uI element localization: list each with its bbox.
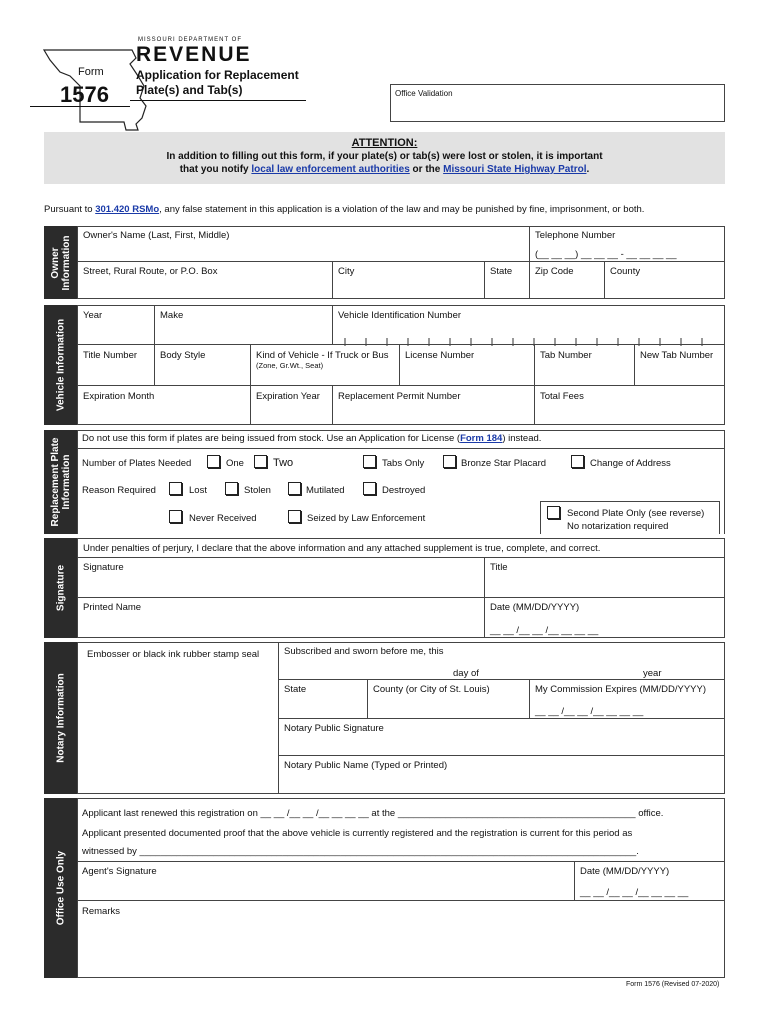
- vin-field[interactable]: [332, 305, 725, 345]
- notary-year-label: year: [643, 668, 662, 679]
- title-label: Title: [490, 562, 508, 573]
- form-title-line1: Application for Replacement: [136, 68, 299, 82]
- perjury-text: Under penalties of perjury, I declare that the above information and any attached supplement is true, complete, and correct.: [83, 543, 601, 554]
- stolen-checkbox[interactable]: [225, 482, 238, 495]
- second-plate-option: [540, 501, 720, 534]
- lost-checkbox[interactable]: [169, 482, 182, 495]
- remarks-field[interactable]: [78, 903, 724, 977]
- footer-revision: Form 1576 (Revised 07-2020): [626, 981, 720, 988]
- expiration-year-label: Expiration Year: [256, 391, 320, 402]
- notary-name-label: Notary Public Name (Typed or Printed): [284, 760, 448, 771]
- total-fees-field[interactable]: [534, 385, 725, 425]
- section-vehicle: Vehicle Information: [44, 305, 77, 425]
- state-label: State: [490, 266, 513, 277]
- new-tab-number-field[interactable]: [634, 344, 725, 386]
- section-office: Office Use Only: [44, 798, 77, 978]
- county-field[interactable]: [604, 261, 725, 299]
- destroyed-checkbox[interactable]: [363, 482, 376, 495]
- title-number-field[interactable]: [77, 344, 155, 386]
- notary-seal-area: [77, 642, 279, 794]
- kind-of-vehicle-label: Kind of Vehicle - If Truck or Bus: [256, 350, 389, 361]
- section-owner: Owner Information: [44, 226, 77, 299]
- telephone-mask: (__ __ __) __ __ __ - __ __ __ __: [535, 249, 677, 260]
- section-signature: Signature: [44, 538, 77, 638]
- year-field[interactable]: [77, 305, 155, 345]
- never-received-checkbox[interactable]: [169, 510, 182, 523]
- permit-number-label: Replacement Permit Number: [338, 391, 461, 402]
- commission-mask: __ __ /__ __ /__ __ __ __: [535, 706, 644, 717]
- notary-county-label: County (or City of St. Louis): [373, 684, 490, 695]
- change-address-label: Change of Address: [590, 458, 671, 469]
- attention-banner: [44, 132, 725, 184]
- subscribed-label: Subscribed and sworn before me, this: [284, 646, 444, 657]
- form-title-line2: Plate(s) and Tab(s): [136, 83, 243, 97]
- signature-field[interactable]: [77, 557, 485, 598]
- change-address-checkbox[interactable]: [571, 455, 584, 468]
- city-field[interactable]: [332, 261, 485, 299]
- perjury-statement: [77, 538, 725, 558]
- notary-name-field[interactable]: [278, 755, 725, 794]
- never-received-label: Never Received: [189, 513, 257, 524]
- notary-state-label: State: [284, 684, 307, 695]
- year-label: Year: [83, 310, 103, 321]
- form-number-underline: [30, 106, 130, 107]
- printed-name-label: Printed Name: [83, 602, 142, 613]
- seized-checkbox[interactable]: [288, 510, 301, 523]
- renewed-statement: Applicant last renewed this registration on __ __ /__ __ /__ __ __ __ at the _____________________________________________ office.: [82, 808, 664, 819]
- permit-number-field[interactable]: [332, 385, 535, 425]
- license-number-label: License Number: [405, 350, 475, 361]
- attention-heading: ATTENTION:: [351, 137, 418, 149]
- zip-label: Zip Code: [535, 266, 574, 277]
- day-of-label: day of: [453, 668, 479, 679]
- section-notary: Notary Information: [44, 642, 77, 794]
- signature-date-label: Date (MM/DD/YYYY): [490, 602, 580, 613]
- tabs-only-checkbox[interactable]: [363, 455, 376, 468]
- attention-mid: or the: [409, 164, 444, 175]
- pursuant-statement: [44, 204, 644, 215]
- make-field[interactable]: [154, 305, 333, 345]
- attention-line1: In addition to filling out this form, if your plate(s) or tab(s) were lost or stolen, it is important: [166, 151, 603, 162]
- two-plates-label: Two: [273, 457, 294, 469]
- one-plate-checkbox[interactable]: [207, 455, 220, 468]
- section-replacement: Replacement Plate Information: [44, 430, 77, 534]
- stolen-label: Stolen: [244, 485, 271, 496]
- printed-name-field[interactable]: [77, 597, 485, 638]
- title-field[interactable]: [484, 557, 725, 598]
- office-validation-box[interactable]: [390, 84, 725, 122]
- signature-date-mask: __ __ /__ __ /__ __ __ __: [490, 625, 599, 636]
- mutilated-label: Mutilated: [306, 485, 345, 496]
- destroyed-label: Destroyed: [382, 485, 426, 496]
- notice-pre: Do not use this form if plates are being issued from stock. Use an Application for License (: [82, 433, 461, 444]
- signature-date-field[interactable]: [484, 597, 725, 638]
- street-field[interactable]: [77, 261, 333, 299]
- commission-expires-field[interactable]: [529, 679, 725, 719]
- vin-label: Vehicle Identification Number: [338, 310, 462, 321]
- agency-logo: REVENUE: [136, 43, 252, 66]
- no-notary-label: No notarization required: [567, 521, 669, 532]
- rsmo-link[interactable]: 301.420 RSMo: [95, 204, 160, 215]
- attention-line2-pre: that you notify: [179, 164, 252, 175]
- seal-label: Embosser or black ink rubber stamp seal: [87, 649, 260, 660]
- witnessed-statement: witnessed by ______________________________________________________________________________________________.: [82, 846, 639, 857]
- city-label: City: [338, 266, 355, 277]
- title-underline: [130, 100, 306, 101]
- telephone-label: Telephone Number: [535, 230, 616, 241]
- lost-label: Lost: [189, 485, 207, 496]
- notice-divider: [77, 448, 725, 449]
- agent-signature-field[interactable]: [77, 861, 575, 901]
- attention-end: .: [586, 164, 590, 175]
- two-plates-checkbox[interactable]: [254, 455, 267, 468]
- new-tab-number-label: New Tab Number: [640, 350, 714, 361]
- expiration-month-field[interactable]: [77, 385, 251, 425]
- title-number-label: Title Number: [83, 350, 138, 361]
- pursuant-post: , any false statement in this application is a violation of the law and may be punished by fine, imprisonment, or both.: [159, 204, 645, 215]
- office-validation-label: Office Validation: [395, 89, 453, 98]
- make-label: Make: [160, 310, 184, 321]
- seized-label: Seized by Law Enforcement: [307, 513, 426, 524]
- owner-name-label: Owner's Name (Last, First, Middle): [83, 230, 230, 241]
- signature-label: Signature: [83, 562, 124, 573]
- form-number: 1576: [60, 82, 109, 107]
- office-date-mask: __ __ /__ __ /__ __ __ __: [580, 887, 689, 898]
- kind-of-vehicle-field[interactable]: [250, 344, 400, 386]
- body-style-field[interactable]: [154, 344, 251, 386]
- street-label: Street, Rural Route, or P.O. Box: [83, 266, 218, 277]
- tab-number-label: Tab Number: [540, 350, 592, 361]
- expiration-month-label: Expiration Month: [83, 391, 155, 402]
- pursuant-pre: Pursuant to: [44, 204, 96, 215]
- department-name: MISSOURI DEPARTMENT OF: [138, 37, 243, 43]
- owner-name-field[interactable]: [77, 226, 530, 262]
- form-184-link[interactable]: Form 184: [460, 433, 503, 444]
- office-date-label: Date (MM/DD/YYYY): [580, 866, 670, 877]
- zip-field[interactable]: [529, 261, 605, 299]
- body-style-label: Body Style: [160, 350, 206, 361]
- form-label: Form: [78, 66, 104, 78]
- remarks-label: Remarks: [82, 906, 121, 917]
- notary-county-field[interactable]: [367, 679, 530, 719]
- kind-of-vehicle-sub: (Zone, Gr.Wt., Seat): [256, 361, 324, 370]
- tab-number-field[interactable]: [534, 344, 635, 386]
- notary-signature-field[interactable]: [278, 718, 725, 756]
- agent-signature-label: Agent's Signature: [82, 866, 157, 877]
- state-field[interactable]: [484, 261, 530, 299]
- expiration-year-field[interactable]: [250, 385, 333, 425]
- one-plate-label: One: [226, 458, 244, 469]
- law-enforcement-link[interactable]: local law enforcement authorities: [251, 164, 410, 175]
- subscribed-field[interactable]: [278, 642, 725, 680]
- presented-statement: Applicant presented documented proof that the above vehicle is currently registered and the registration is current for this period as: [82, 828, 633, 839]
- office-date-field[interactable]: [574, 861, 725, 901]
- commission-label: My Commission Expires (MM/DD/YYYY): [535, 684, 707, 695]
- bronze-star-label: Bronze Star Placard: [461, 458, 547, 469]
- telephone-field[interactable]: [529, 226, 725, 262]
- reason-required-label: Reason Required: [82, 485, 156, 496]
- notice-post: ) instead.: [502, 433, 542, 444]
- mutilated-checkbox[interactable]: [288, 482, 301, 495]
- notary-state-field[interactable]: [278, 679, 368, 719]
- total-fees-label: Total Fees: [540, 391, 584, 402]
- notary-signature-label: Notary Public Signature: [284, 723, 384, 734]
- attention-line2: [44, 163, 725, 176]
- plates-needed-label: Number of Plates Needed: [82, 458, 192, 469]
- highway-patrol-link[interactable]: Missouri State Highway Patrol: [443, 164, 587, 175]
- second-plate-checkbox[interactable]: [547, 506, 560, 519]
- replacement-notice: [82, 433, 541, 444]
- county-label: County: [610, 266, 641, 277]
- tabs-only-label: Tabs Only: [382, 458, 425, 469]
- second-plate-label: Second Plate Only (see reverse): [567, 508, 705, 519]
- bronze-star-checkbox[interactable]: [443, 455, 456, 468]
- license-number-field[interactable]: [399, 344, 535, 386]
